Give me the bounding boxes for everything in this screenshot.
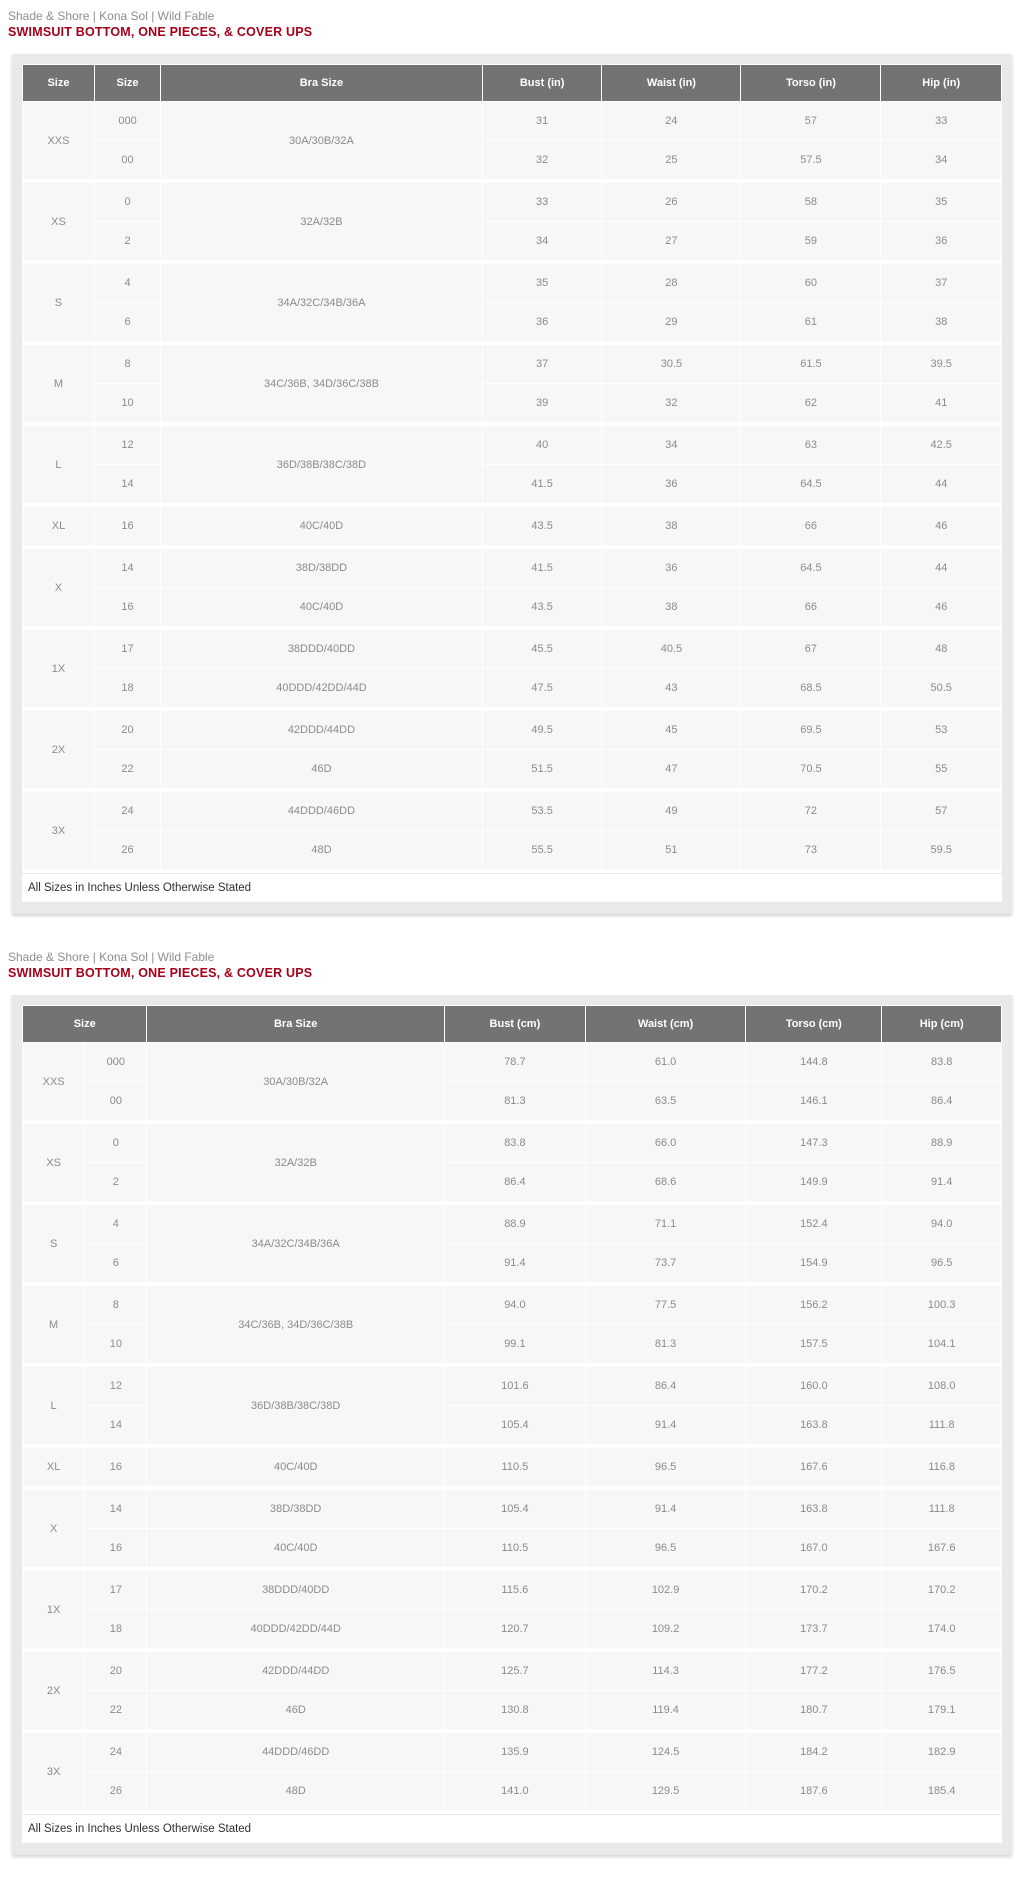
bust-cell: 53.5 [483, 792, 602, 830]
hip-cell: 41 [881, 384, 1001, 425]
size-row [23, 1367, 1001, 1405]
size-row [23, 1043, 1001, 1081]
size-group-cell: 3X [23, 792, 94, 872]
column-header: Size [23, 1006, 146, 1042]
size-number-cell: 16 [85, 1529, 146, 1570]
size-number-cell: 10 [95, 384, 160, 425]
bust-cell: 125.7 [445, 1652, 585, 1690]
torso-cell: 187.6 [746, 1772, 881, 1813]
torso-cell: 70.5 [741, 750, 880, 791]
size-number-cell: 8 [95, 345, 160, 383]
bust-cell: 49.5 [483, 711, 602, 749]
hip-cell: 179.1 [882, 1691, 1001, 1732]
bust-cell: 86.4 [445, 1163, 585, 1204]
size-row [23, 630, 1001, 668]
waist-cell: 28 [602, 264, 740, 302]
bra-size-cell: 44DDD/46DD [147, 1733, 443, 1771]
size-number-cell: 6 [95, 303, 160, 344]
torso-cell: 184.2 [746, 1733, 881, 1771]
hip-cell: 35 [881, 183, 1001, 221]
brand-line: Shade & Shore | Kona Sol | Wild Fable [8, 9, 215, 23]
hip-cell: 48 [881, 630, 1001, 668]
bust-cell: 43.5 [483, 507, 602, 548]
size-row [23, 1610, 1001, 1651]
bra-size-cell: 38DDD/40DD [147, 1571, 443, 1609]
bra-size-cell: 40DDD/42DD/44D [147, 1610, 443, 1651]
size-group-cell: X [23, 1490, 84, 1570]
torso-cell: 163.8 [746, 1490, 881, 1528]
waist-cell: 71.1 [586, 1205, 745, 1243]
size-row [23, 669, 1001, 710]
torso-cell: 59 [741, 222, 880, 263]
size-table-panel-cm [12, 995, 1012, 1855]
hip-cell: 86.4 [882, 1082, 1001, 1123]
bra-size-cell: 40DDD/42DD/44D [161, 669, 482, 710]
size-row [23, 1286, 1001, 1324]
torso-cell: 177.2 [746, 1652, 881, 1690]
size-row [23, 1124, 1001, 1162]
waist-cell: 119.4 [586, 1691, 745, 1732]
bra-size-cell: 38D/38DD [147, 1490, 443, 1528]
bust-cell: 115.6 [445, 1571, 585, 1609]
torso-cell: 180.7 [746, 1691, 881, 1732]
size-number-cell: 00 [95, 141, 160, 182]
size-number-cell: 16 [95, 507, 160, 548]
size-number-cell: 14 [95, 465, 160, 506]
size-table-inches [22, 64, 1002, 873]
size-group-cell: M [23, 1286, 84, 1366]
torso-cell: 64.5 [741, 465, 880, 506]
hip-cell: 44 [881, 549, 1001, 587]
waist-cell: 102.9 [586, 1571, 745, 1609]
bra-size-cell: 46D [161, 750, 482, 791]
hip-cell: 44 [881, 465, 1001, 506]
waist-cell: 25 [602, 141, 740, 182]
column-header: Hip (cm) [882, 1006, 1001, 1042]
hip-cell: 116.8 [882, 1448, 1001, 1489]
torso-cell: 64.5 [741, 549, 880, 587]
size-number-cell: 14 [85, 1406, 146, 1447]
size-group-cell: XL [23, 507, 94, 548]
waist-cell: 38 [602, 588, 740, 629]
column-header: Bust (cm) [445, 1006, 585, 1042]
size-number-cell: 17 [85, 1571, 146, 1609]
size-group-cell: 2X [23, 1652, 84, 1732]
size-group-cell: XS [23, 1124, 84, 1204]
waist-cell: 34 [602, 426, 740, 464]
bust-cell: 32 [483, 141, 602, 182]
waist-cell: 61.0 [586, 1043, 745, 1081]
torso-cell: 66 [741, 507, 880, 548]
waist-cell: 47 [602, 750, 740, 791]
column-header: Size [23, 65, 94, 101]
bust-cell: 94.0 [445, 1286, 585, 1324]
size-number-cell: 20 [95, 711, 160, 749]
bust-cell: 81.3 [445, 1082, 585, 1123]
size-row [23, 588, 1001, 629]
header-row [23, 1006, 1001, 1042]
waist-cell: 29 [602, 303, 740, 344]
torso-cell: 152.4 [746, 1205, 881, 1243]
table-footnote: All Sizes in Inches Unless Otherwise Stated [22, 874, 1002, 902]
bust-cell: 110.5 [445, 1529, 585, 1570]
bust-cell: 37 [483, 345, 602, 383]
bra-size-cell: 48D [161, 831, 482, 872]
bra-size-cell: 36D/38B/38C/38D [161, 426, 482, 506]
size-row [23, 711, 1001, 749]
torso-cell: 61 [741, 303, 880, 344]
bra-size-cell: 30A/30B/32A [147, 1043, 443, 1123]
waist-cell: 68.6 [586, 1163, 745, 1204]
size-number-cell: 0 [95, 183, 160, 221]
bust-cell: 135.9 [445, 1733, 585, 1771]
hip-cell: 104.1 [882, 1325, 1001, 1366]
torso-cell: 156.2 [746, 1286, 881, 1324]
size-group-cell: 3X [23, 1733, 84, 1813]
hip-cell: 91.4 [882, 1163, 1001, 1204]
bust-cell: 33 [483, 183, 602, 221]
torso-cell: 154.9 [746, 1244, 881, 1285]
bra-size-cell: 36D/38B/38C/38D [147, 1367, 443, 1447]
waist-cell: 73.7 [586, 1244, 745, 1285]
size-number-cell: 2 [85, 1163, 146, 1204]
size-row [23, 102, 1001, 140]
size-group-cell: 2X [23, 711, 94, 791]
waist-cell: 109.2 [586, 1610, 745, 1651]
table-footnote: All Sizes in Inches Unless Otherwise Stated [22, 1815, 1002, 1843]
column-header: Bust (in) [483, 65, 602, 101]
hip-cell: 83.8 [882, 1043, 1001, 1081]
bust-cell: 130.8 [445, 1691, 585, 1732]
column-header: Hip (in) [881, 65, 1001, 101]
waist-cell: 77.5 [586, 1286, 745, 1324]
page-title: SWIMSUIT BOTTOM, ONE PIECES, & COVER UPS [8, 25, 313, 39]
size-number-cell: 000 [95, 102, 160, 140]
size-number-cell: 12 [95, 426, 160, 464]
hip-cell: 170.2 [882, 1571, 1001, 1609]
bra-size-cell: 40C/40D [161, 588, 482, 629]
column-header: Waist (in) [602, 65, 740, 101]
size-number-cell: 17 [95, 630, 160, 668]
size-row [23, 264, 1001, 302]
size-number-cell: 18 [85, 1610, 146, 1651]
bra-size-cell: 42DDD/44DD [147, 1652, 443, 1690]
torso-cell: 167.0 [746, 1529, 881, 1570]
size-row [23, 1205, 1001, 1243]
bra-size-cell: 34A/32C/34B/36A [147, 1205, 443, 1285]
hip-cell: 88.9 [882, 1124, 1001, 1162]
hip-cell: 100.3 [882, 1286, 1001, 1324]
torso-cell: 72 [741, 792, 880, 830]
bust-cell: 88.9 [445, 1205, 585, 1243]
size-row [23, 1772, 1001, 1813]
size-group-cell: XXS [23, 1043, 84, 1123]
bust-cell: 78.7 [445, 1043, 585, 1081]
torso-cell: 62 [741, 384, 880, 425]
size-number-cell: 14 [85, 1490, 146, 1528]
size-row [23, 1529, 1001, 1570]
bust-cell: 141.0 [445, 1772, 585, 1813]
bra-size-cell: 30A/30B/32A [161, 102, 482, 182]
hip-cell: 57 [881, 792, 1001, 830]
hip-cell: 111.8 [882, 1406, 1001, 1447]
hip-cell: 36 [881, 222, 1001, 263]
bra-size-cell: 40C/40D [147, 1529, 443, 1570]
size-group-cell: 1X [23, 1571, 84, 1651]
size-number-cell: 10 [85, 1325, 146, 1366]
hip-cell: 39.5 [881, 345, 1001, 383]
waist-cell: 45 [602, 711, 740, 749]
waist-cell: 30.5 [602, 345, 740, 383]
hip-cell: 108.0 [882, 1367, 1001, 1405]
waist-cell: 32 [602, 384, 740, 425]
column-header: Torso (in) [741, 65, 880, 101]
size-number-cell: 0 [85, 1124, 146, 1162]
bra-size-cell: 38D/38DD [161, 549, 482, 587]
torso-cell: 63 [741, 426, 880, 464]
bra-size-cell: 40C/40D [147, 1448, 443, 1489]
size-number-cell: 24 [85, 1733, 146, 1771]
size-number-cell: 20 [85, 1652, 146, 1690]
bra-size-cell: 34C/36B, 34D/36C/38B [147, 1286, 443, 1366]
torso-cell: 167.6 [746, 1448, 881, 1489]
size-row [23, 426, 1001, 464]
hip-cell: 59.5 [881, 831, 1001, 872]
waist-cell: 66.0 [586, 1124, 745, 1162]
size-row [23, 345, 1001, 383]
size-number-cell: 14 [95, 549, 160, 587]
bra-size-cell: 34A/32C/34B/36A [161, 264, 482, 344]
size-number-cell: 12 [85, 1367, 146, 1405]
bust-cell: 105.4 [445, 1406, 585, 1447]
size-table-cm [22, 1005, 1002, 1814]
size-row [23, 1652, 1001, 1690]
torso-cell: 73 [741, 831, 880, 872]
bust-cell: 34 [483, 222, 602, 263]
bra-size-cell: 32A/32B [147, 1124, 443, 1204]
size-number-cell: 8 [85, 1286, 146, 1324]
bra-size-cell: 42DDD/44DD [161, 711, 482, 749]
waist-cell: 38 [602, 507, 740, 548]
size-group-cell: S [23, 264, 94, 344]
waist-cell: 96.5 [586, 1448, 745, 1489]
size-row [23, 1448, 1001, 1489]
bust-cell: 110.5 [445, 1448, 585, 1489]
bust-cell: 91.4 [445, 1244, 585, 1285]
hip-cell: 38 [881, 303, 1001, 344]
waist-cell: 27 [602, 222, 740, 263]
hip-cell: 94.0 [882, 1205, 1001, 1243]
size-number-cell: 4 [95, 264, 160, 302]
hip-cell: 53 [881, 711, 1001, 749]
bra-size-cell: 34C/36B, 34D/36C/38B [161, 345, 482, 425]
size-group-cell: XXS [23, 102, 94, 182]
hip-cell: 34 [881, 141, 1001, 182]
column-header: Bra Size [161, 65, 482, 101]
waist-cell: 124.5 [586, 1733, 745, 1771]
size-row [23, 1733, 1001, 1771]
torso-cell: 173.7 [746, 1610, 881, 1651]
hip-cell: 182.9 [882, 1733, 1001, 1771]
column-header: Size [95, 65, 160, 101]
hip-cell: 174.0 [882, 1610, 1001, 1651]
brand-line: Shade & Shore | Kona Sol | Wild Fable [8, 950, 215, 964]
waist-cell: 63.5 [586, 1082, 745, 1123]
torso-cell: 149.9 [746, 1163, 881, 1204]
waist-cell: 24 [602, 102, 740, 140]
torso-cell: 69.5 [741, 711, 880, 749]
torso-cell: 67 [741, 630, 880, 668]
torso-cell: 170.2 [746, 1571, 881, 1609]
size-number-cell: 18 [95, 669, 160, 710]
torso-cell: 157.5 [746, 1325, 881, 1366]
bust-cell: 51.5 [483, 750, 602, 791]
size-number-cell: 6 [85, 1244, 146, 1285]
size-number-cell: 00 [85, 1082, 146, 1123]
waist-cell: 91.4 [586, 1406, 745, 1447]
bra-size-cell: 40C/40D [161, 507, 482, 548]
size-row [23, 1571, 1001, 1609]
bra-size-cell: 48D [147, 1772, 443, 1813]
waist-cell: 26 [602, 183, 740, 221]
torso-cell: 58 [741, 183, 880, 221]
hip-cell: 55 [881, 750, 1001, 791]
bra-size-cell: 38DDD/40DD [161, 630, 482, 668]
size-number-cell: 24 [95, 792, 160, 830]
torso-cell: 68.5 [741, 669, 880, 710]
bust-cell: 41.5 [483, 549, 602, 587]
size-row [23, 792, 1001, 830]
size-number-cell: 26 [85, 1772, 146, 1813]
waist-cell: 51 [602, 831, 740, 872]
size-group-cell: S [23, 1205, 84, 1285]
size-number-cell: 16 [95, 588, 160, 629]
size-number-cell: 2 [95, 222, 160, 263]
bust-cell: 41.5 [483, 465, 602, 506]
bust-cell: 45.5 [483, 630, 602, 668]
waist-cell: 49 [602, 792, 740, 830]
torso-cell: 57 [741, 102, 880, 140]
bust-cell: 43.5 [483, 588, 602, 629]
bust-cell: 31 [483, 102, 602, 140]
header-row [23, 65, 1001, 101]
size-group-cell: XS [23, 183, 94, 263]
size-table-panel-inches [12, 54, 1012, 914]
waist-cell: 81.3 [586, 1325, 745, 1366]
hip-cell: 96.5 [882, 1244, 1001, 1285]
hip-cell: 33 [881, 102, 1001, 140]
torso-cell: 163.8 [746, 1406, 881, 1447]
hip-cell: 167.6 [882, 1529, 1001, 1570]
hip-cell: 50.5 [881, 669, 1001, 710]
size-number-cell: 16 [85, 1448, 146, 1489]
waist-cell: 114.3 [586, 1652, 745, 1690]
size-group-cell: L [23, 426, 94, 506]
hip-cell: 46 [881, 588, 1001, 629]
size-group-cell: XL [23, 1448, 84, 1489]
torso-cell: 66 [741, 588, 880, 629]
waist-cell: 129.5 [586, 1772, 745, 1813]
hip-cell: 42.5 [881, 426, 1001, 464]
section-cm [8, 950, 1012, 1855]
waist-cell: 43 [602, 669, 740, 710]
size-row [23, 183, 1001, 221]
torso-cell: 146.1 [746, 1082, 881, 1123]
page-title: SWIMSUIT BOTTOM, ONE PIECES, & COVER UPS [8, 966, 313, 980]
bust-cell: 55.5 [483, 831, 602, 872]
size-group-cell: 1X [23, 630, 94, 710]
bust-cell: 105.4 [445, 1490, 585, 1528]
waist-cell: 86.4 [586, 1367, 745, 1405]
torso-cell: 60 [741, 264, 880, 302]
bust-cell: 35 [483, 264, 602, 302]
size-row [23, 507, 1001, 548]
size-number-cell: 4 [85, 1205, 146, 1243]
section-inches [8, 9, 1012, 914]
hip-cell: 37 [881, 264, 1001, 302]
size-number-cell: 000 [85, 1043, 146, 1081]
column-header: Torso (cm) [746, 1006, 881, 1042]
size-row [23, 549, 1001, 587]
size-number-cell: 26 [95, 831, 160, 872]
size-group-cell: L [23, 1367, 84, 1447]
waist-cell: 36 [602, 549, 740, 587]
column-header: Bra Size [147, 1006, 443, 1042]
bust-cell: 120.7 [445, 1610, 585, 1651]
bust-cell: 83.8 [445, 1124, 585, 1162]
size-row [23, 750, 1001, 791]
torso-cell: 147.3 [746, 1124, 881, 1162]
torso-cell: 61.5 [741, 345, 880, 383]
bra-size-cell: 44DDD/46DD [161, 792, 482, 830]
hip-cell: 111.8 [882, 1490, 1001, 1528]
torso-cell: 144.8 [746, 1043, 881, 1081]
bra-size-cell: 32A/32B [161, 183, 482, 263]
bra-size-cell: 46D [147, 1691, 443, 1732]
waist-cell: 40.5 [602, 630, 740, 668]
size-row [23, 1691, 1001, 1732]
bust-cell: 47.5 [483, 669, 602, 710]
torso-cell: 57.5 [741, 141, 880, 182]
hip-cell: 185.4 [882, 1772, 1001, 1813]
size-row [23, 831, 1001, 872]
bust-cell: 40 [483, 426, 602, 464]
bust-cell: 101.6 [445, 1367, 585, 1405]
size-group-cell: X [23, 549, 94, 629]
column-header: Waist (cm) [586, 1006, 745, 1042]
hip-cell: 176.5 [882, 1652, 1001, 1690]
waist-cell: 96.5 [586, 1529, 745, 1570]
bust-cell: 39 [483, 384, 602, 425]
size-row [23, 1490, 1001, 1528]
size-number-cell: 22 [95, 750, 160, 791]
hip-cell: 46 [881, 507, 1001, 548]
waist-cell: 36 [602, 465, 740, 506]
size-group-cell: M [23, 345, 94, 425]
torso-cell: 160.0 [746, 1367, 881, 1405]
size-number-cell: 22 [85, 1691, 146, 1732]
bust-cell: 36 [483, 303, 602, 344]
waist-cell: 91.4 [586, 1490, 745, 1528]
bust-cell: 99.1 [445, 1325, 585, 1366]
